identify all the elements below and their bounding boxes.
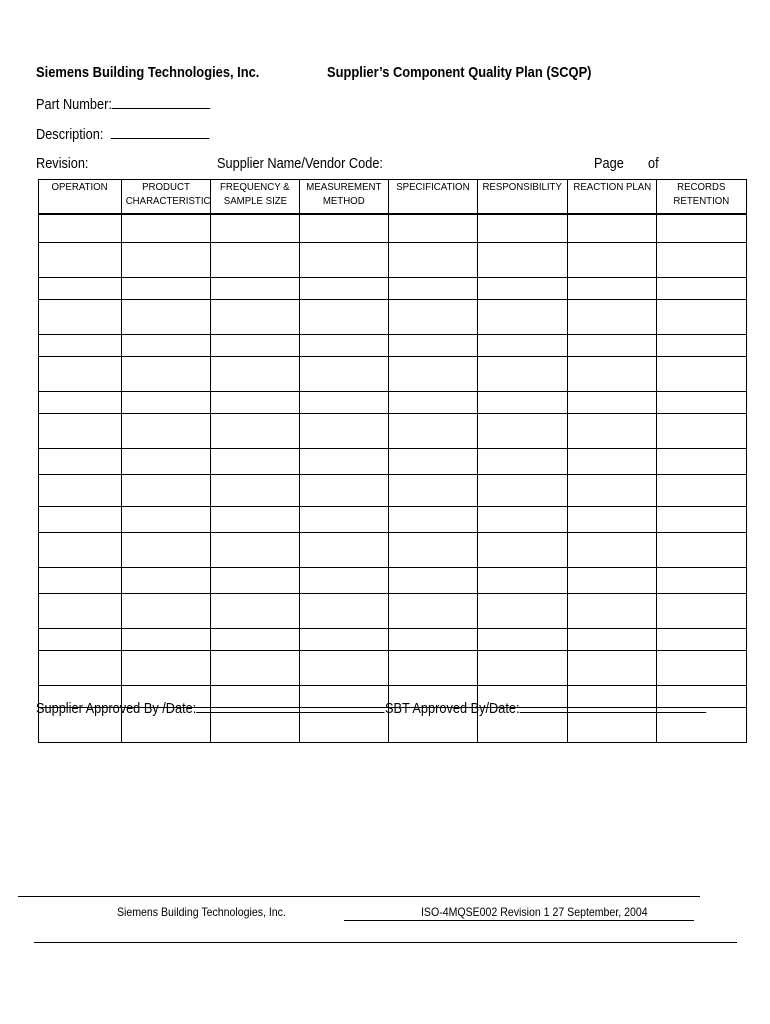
table-cell[interactable]	[39, 651, 122, 686]
table-cell[interactable]	[389, 533, 478, 568]
table-cell[interactable]	[211, 243, 300, 278]
revision-label: Revision:	[36, 156, 89, 172]
table-cell[interactable]	[657, 243, 747, 278]
table-cell[interactable]	[389, 357, 478, 392]
table-cell[interactable]	[122, 357, 211, 392]
table-cell[interactable]	[568, 414, 657, 449]
table-cell[interactable]	[300, 214, 389, 243]
table-header-row	[39, 180, 747, 215]
table-cell[interactable]	[568, 335, 657, 357]
table-row	[39, 357, 747, 392]
table-cell[interactable]	[389, 507, 478, 533]
table-cell[interactable]	[39, 335, 122, 357]
table-cell[interactable]	[389, 243, 478, 278]
table-cell[interactable]	[657, 414, 747, 449]
table-cell[interactable]	[211, 475, 300, 507]
table-cell[interactable]	[568, 449, 657, 475]
table-cell[interactable]	[122, 533, 211, 568]
footer-doc-ref: ISO-4MQSE002 Revision 1 27 September, 2004	[421, 905, 648, 919]
column-header-text: SAMPLE SIZE	[223, 195, 287, 207]
table-cell[interactable]	[478, 243, 568, 278]
supplier-code-label: Supplier Name/Vendor Code:	[217, 156, 383, 172]
table-cell[interactable]	[389, 568, 478, 594]
table-cell[interactable]	[122, 335, 211, 357]
table-cell[interactable]	[478, 449, 568, 475]
table-cell[interactable]	[300, 629, 389, 651]
table-cell[interactable]	[657, 507, 747, 533]
table-cell[interactable]	[300, 278, 389, 300]
table-cell[interactable]	[478, 392, 568, 414]
column-header-records-retention	[657, 180, 747, 215]
footer-bottom-rule	[34, 942, 737, 943]
table-cell[interactable]	[568, 594, 657, 629]
table-cell[interactable]	[657, 475, 747, 507]
table-cell[interactable]	[568, 533, 657, 568]
table-cell[interactable]	[657, 651, 747, 686]
table-cell[interactable]	[211, 449, 300, 475]
table-cell[interactable]	[211, 507, 300, 533]
column-header-text: RESPONSIBILITY	[482, 181, 563, 193]
table-cell[interactable]	[478, 629, 568, 651]
part-number-text: Part Number:	[36, 97, 112, 113]
table-cell[interactable]	[478, 594, 568, 629]
table-cell[interactable]	[657, 533, 747, 568]
table-cell[interactable]	[389, 629, 478, 651]
table-cell[interactable]	[389, 449, 478, 475]
part-number-label	[36, 96, 210, 113]
column-header-text: MEASUREMENT	[306, 181, 382, 193]
table-cell[interactable]	[478, 651, 568, 686]
table-cell[interactable]	[211, 414, 300, 449]
table-cell[interactable]	[657, 629, 747, 651]
column-header-specification	[389, 180, 478, 215]
sbt-approval-label: SBT Approved By/Date:	[385, 701, 520, 717]
table-cell[interactable]	[122, 243, 211, 278]
footer-company: Siemens Building Technologies, Inc.	[117, 905, 286, 919]
table-cell[interactable]	[39, 414, 122, 449]
table-cell[interactable]	[389, 651, 478, 686]
column-header-text: REACTION PLAN	[573, 181, 651, 193]
quality-plan-table	[38, 179, 747, 743]
footer-ref-rule	[344, 920, 694, 921]
table-body	[39, 214, 747, 743]
table-cell[interactable]	[478, 278, 568, 300]
table-cell[interactable]	[300, 475, 389, 507]
column-header-text: METHOD	[323, 195, 365, 207]
table-cell[interactable]	[300, 300, 389, 335]
table-cell[interactable]	[568, 214, 657, 243]
table-row	[39, 335, 747, 357]
table-cell[interactable]	[568, 300, 657, 335]
supplier-approval-field[interactable]	[196, 700, 384, 713]
table-cell[interactable]	[122, 507, 211, 533]
table-cell[interactable]	[478, 335, 568, 357]
table-cell[interactable]	[211, 533, 300, 568]
table-cell[interactable]	[39, 357, 122, 392]
column-header-reaction-plan	[568, 180, 657, 215]
table-cell[interactable]	[300, 414, 389, 449]
column-header-product-characteristic	[122, 180, 211, 215]
table-cell[interactable]	[300, 533, 389, 568]
document-title: Supplier’s Component Quality Plan (SCQP)	[327, 64, 592, 81]
table-cell[interactable]	[122, 475, 211, 507]
table-cell[interactable]	[657, 568, 747, 594]
table-cell[interactable]	[478, 214, 568, 243]
company-name: Siemens Building Technologies, Inc.	[36, 64, 260, 81]
sbt-approval	[385, 700, 706, 717]
table-cell[interactable]	[300, 243, 389, 278]
column-header-frequency-sample-size	[211, 180, 300, 215]
table-cell[interactable]	[211, 278, 300, 300]
table-cell[interactable]	[300, 335, 389, 357]
table-row	[39, 568, 747, 594]
table-cell[interactable]	[389, 278, 478, 300]
table-cell[interactable]	[122, 214, 211, 243]
table-cell[interactable]	[300, 357, 389, 392]
table-row	[39, 392, 747, 414]
table-cell[interactable]	[657, 335, 747, 357]
table-cell[interactable]	[122, 392, 211, 414]
table-row	[39, 651, 747, 686]
table-cell[interactable]	[389, 214, 478, 243]
table-cell[interactable]	[300, 651, 389, 686]
table-cell[interactable]	[211, 357, 300, 392]
table-cell[interactable]	[568, 278, 657, 300]
table-cell[interactable]	[211, 214, 300, 243]
table-cell[interactable]	[211, 594, 300, 629]
table-cell[interactable]	[39, 392, 122, 414]
sbt-approval-field[interactable]	[520, 700, 707, 713]
column-header-operation	[39, 180, 122, 215]
table-cell[interactable]	[122, 414, 211, 449]
table-cell[interactable]	[389, 414, 478, 449]
column-header-responsibility	[478, 180, 568, 215]
table-row	[39, 214, 747, 243]
table-cell[interactable]	[211, 300, 300, 335]
table-cell[interactable]	[122, 651, 211, 686]
table-cell[interactable]	[478, 507, 568, 533]
table-row	[39, 594, 747, 629]
table-cell[interactable]	[568, 629, 657, 651]
table-cell[interactable]	[389, 392, 478, 414]
supplier-approval-label: Supplier Approved By /Date:	[36, 701, 197, 717]
table-cell[interactable]	[568, 651, 657, 686]
table-cell[interactable]	[300, 594, 389, 629]
column-header-text: CHARACTERISTIC	[125, 195, 211, 207]
table-cell[interactable]	[568, 357, 657, 392]
table-cell[interactable]	[478, 475, 568, 507]
table-cell[interactable]	[39, 568, 122, 594]
table-cell[interactable]	[478, 533, 568, 568]
table-cell[interactable]	[39, 629, 122, 651]
column-header-text: PRODUCT	[142, 181, 190, 193]
supplier-approval	[36, 700, 385, 717]
table-cell[interactable]	[211, 629, 300, 651]
table-cell[interactable]	[657, 392, 747, 414]
column-header-text: RETENTION	[673, 195, 730, 207]
table-cell[interactable]	[211, 568, 300, 594]
page-of-label: of	[648, 156, 659, 172]
description-label	[36, 126, 209, 143]
table-cell[interactable]	[300, 392, 389, 414]
table-cell[interactable]	[39, 533, 122, 568]
column-header-measurement-method	[300, 180, 389, 215]
table-cell[interactable]	[122, 278, 211, 300]
table-cell[interactable]	[300, 449, 389, 475]
column-header-text: SPECIFICATION	[396, 181, 470, 193]
table-cell[interactable]	[657, 278, 747, 300]
table-cell[interactable]	[39, 278, 122, 300]
table-row	[39, 300, 747, 335]
table-cell[interactable]	[568, 568, 657, 594]
table-cell[interactable]	[39, 243, 122, 278]
table-cell[interactable]	[478, 300, 568, 335]
table-cell[interactable]	[478, 357, 568, 392]
table-cell[interactable]	[39, 507, 122, 533]
table-cell[interactable]	[300, 568, 389, 594]
table-cell[interactable]	[389, 335, 478, 357]
page-label: Page	[594, 156, 624, 172]
part-number-field[interactable]	[112, 96, 211, 109]
table-cell[interactable]	[568, 392, 657, 414]
table-cell[interactable]	[211, 335, 300, 357]
table-cell[interactable]	[657, 357, 747, 392]
table-row	[39, 243, 747, 278]
table-cell[interactable]	[657, 300, 747, 335]
table-row	[39, 507, 747, 533]
table-cell[interactable]	[478, 414, 568, 449]
table-cell[interactable]	[39, 475, 122, 507]
table-cell[interactable]	[122, 300, 211, 335]
table-cell[interactable]	[122, 629, 211, 651]
footer-top-rule	[18, 896, 700, 897]
table-cell[interactable]	[478, 568, 568, 594]
table-cell[interactable]	[122, 594, 211, 629]
table-cell[interactable]	[122, 568, 211, 594]
table-cell[interactable]	[389, 594, 478, 629]
table-row	[39, 475, 747, 507]
description-text: Description:	[36, 127, 104, 143]
table-row	[39, 414, 747, 449]
table-row	[39, 278, 747, 300]
table-cell[interactable]	[39, 214, 122, 243]
table-cell[interactable]	[568, 475, 657, 507]
table-cell[interactable]	[39, 594, 122, 629]
table-cell[interactable]	[657, 214, 747, 243]
table-cell[interactable]	[211, 651, 300, 686]
table-cell[interactable]	[211, 392, 300, 414]
table-cell[interactable]	[389, 475, 478, 507]
table-cell[interactable]	[657, 449, 747, 475]
table-cell[interactable]	[122, 449, 211, 475]
table-row	[39, 533, 747, 568]
column-header-text: RECORDS	[677, 181, 726, 193]
column-header-text: FREQUENCY &	[220, 181, 290, 193]
table-cell[interactable]	[39, 449, 122, 475]
description-field[interactable]	[110, 126, 209, 139]
table-row	[39, 449, 747, 475]
column-header-text: OPERATION	[51, 181, 109, 193]
table-cell[interactable]	[39, 300, 122, 335]
table-cell[interactable]	[657, 594, 747, 629]
table-cell[interactable]	[568, 507, 657, 533]
table-cell[interactable]	[568, 243, 657, 278]
table-row	[39, 629, 747, 651]
table-cell[interactable]	[389, 300, 478, 335]
table-cell[interactable]	[300, 507, 389, 533]
